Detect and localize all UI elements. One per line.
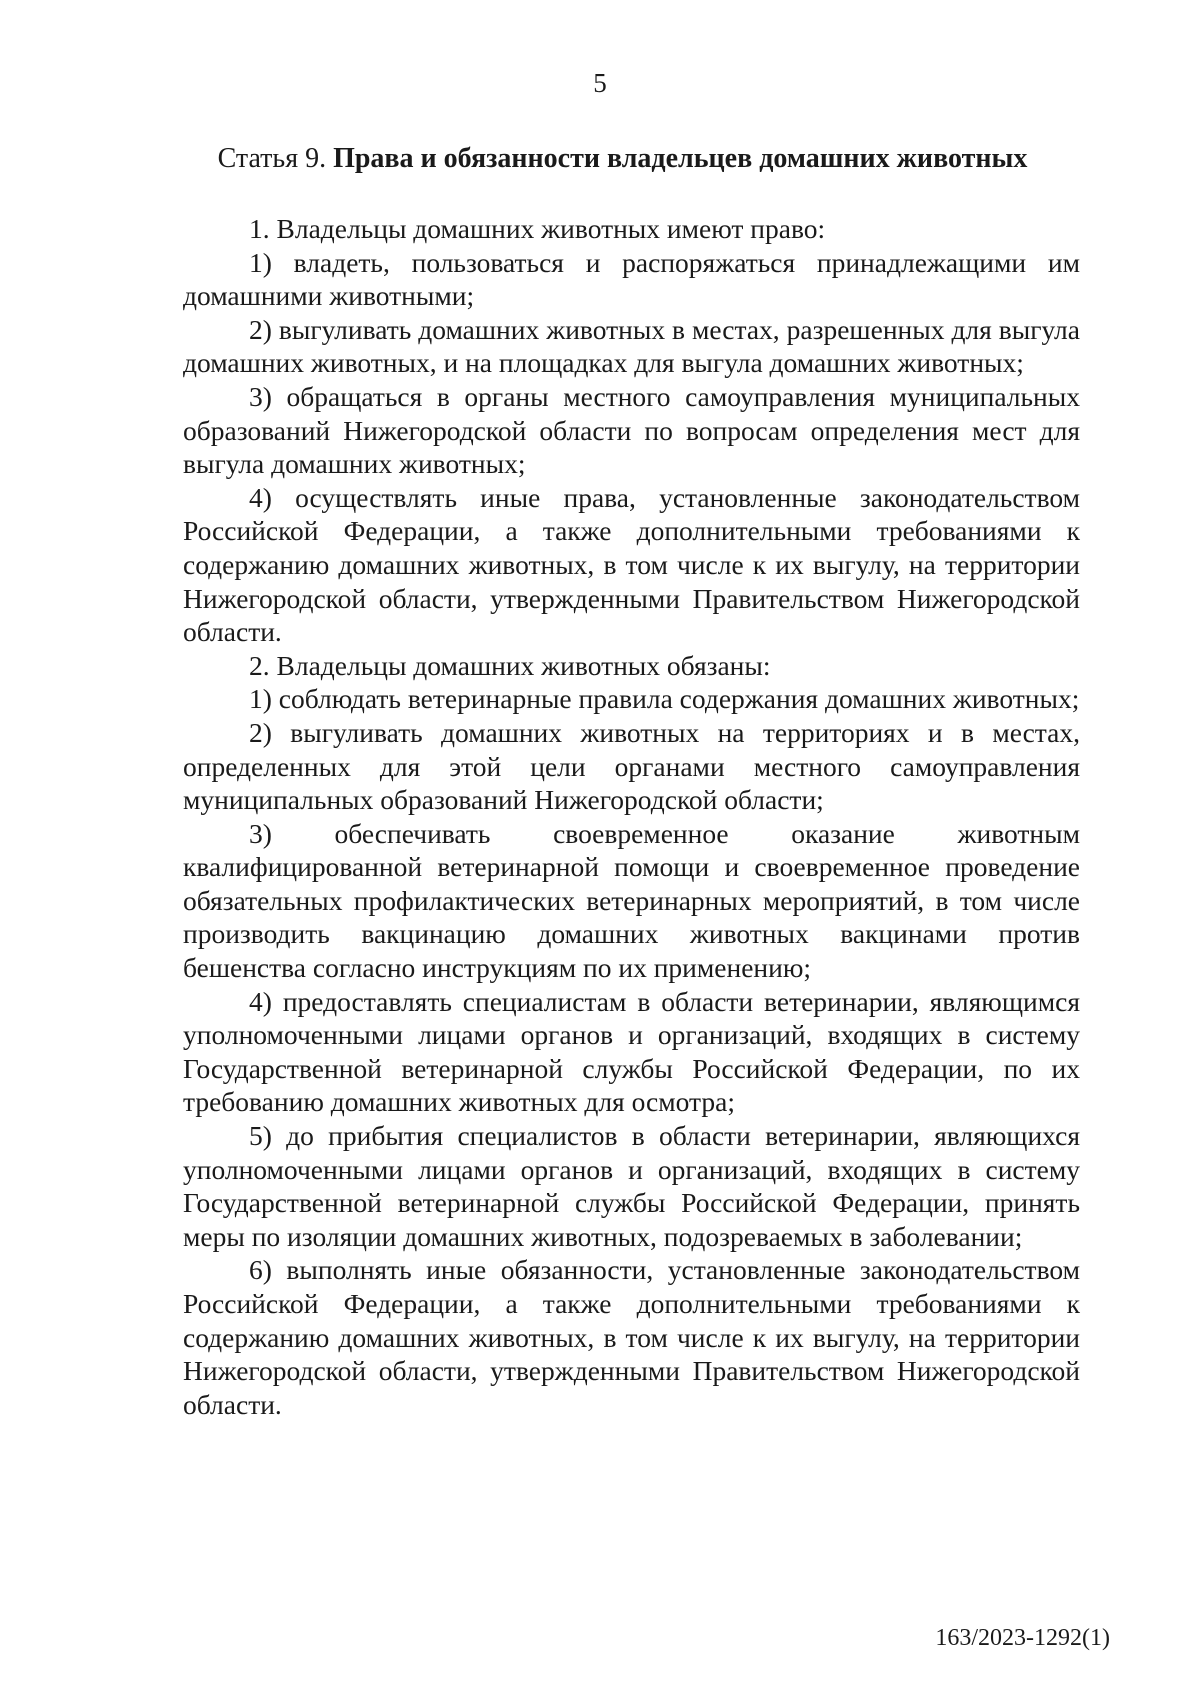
paragraph-right-4: 4) осуществлять иные права, установленные законодательством Российской Федерации, а также дополнительными требованиями к содержанию домашних животных, в том числе к их выгулу, на территории Нижегородской области, утвержденными Правительством Нижегородской области.: [183, 481, 1080, 648]
page-number: 5: [593, 68, 607, 98]
article-prefix: Статья 9.: [217, 143, 334, 174]
paragraph-duty-1: 1) соблюдать ветеринарные правила содержания домашних животных;: [249, 683, 1080, 715]
paragraph-duty-6: 6) выполнять иные обязанности, установленные законодательством Российской Федерации, а также дополнительными требованиями к содержанию домашних животных, в том числе к их выгулу, на территории Нижегородской области, утвержденными Правительством Нижегородской области.: [183, 1254, 1080, 1420]
document-registration-code: 163/2023-1292(1): [935, 1625, 1110, 1651]
paragraph-right-2: 2) выгуливать домашних животных в местах, разрешенных для выгула домашних животных, и на площадках для выгула домашних животных;: [183, 313, 1080, 379]
paragraph-right-3: 3) обращаться в органы местного самоуправления муниципальных образований Нижегородской области по вопросам определения мест для выгула домашних животных;: [183, 380, 1080, 480]
paragraph-duty-4: 4) предоставлять специалистам в области ветеринарии, являющимся уполномоченными лицами органов и организаций, входящих в систему Государственной ветеринарной службы Российской Федерации, по их требованию домашних животных для осмотра;: [183, 985, 1080, 1118]
article-heading: [160, 142, 1085, 176]
paragraph-duty-2: 2) выгуливать домашних животных на территориях и в местах, определенных для этой цели органами местного самоуправления муниципальных образований Нижегородской области;: [183, 716, 1080, 816]
article-title: Права и обязанности владельцев домашних животных: [333, 143, 1028, 174]
paragraph-duty-3: 3) обеспечивать своевременное оказание животным квалифицированной ветеринарной помощи и своевременное проведение обязательных профилактических ветеринарных мероприятий, в том числе производить вакцинацию домашних животных вакцинами против бешенства согласно инструкциям по их применению;: [183, 817, 1080, 984]
paragraph-duty-5: 5) до прибытия специалистов в области ветеринарии, являющихся уполномоченными лицами органов и организаций, входящих в систему Государственной ветеринарной службы Российской Федерации, принять меры по изоляции домашних животных, подозреваемых в заболевании;: [183, 1120, 1080, 1252]
paragraph-duties-intro: 2. Владельцы домашних животных обязаны:: [249, 649, 771, 681]
paragraph-right-1: 1) владеть, пользоваться и распоряжаться принадлежащими им домашними животными;: [183, 246, 1080, 312]
paragraph-rights-intro: 1. Владельцы домашних животных имеют право:: [249, 213, 826, 244]
article-body: [183, 212, 1080, 1421]
